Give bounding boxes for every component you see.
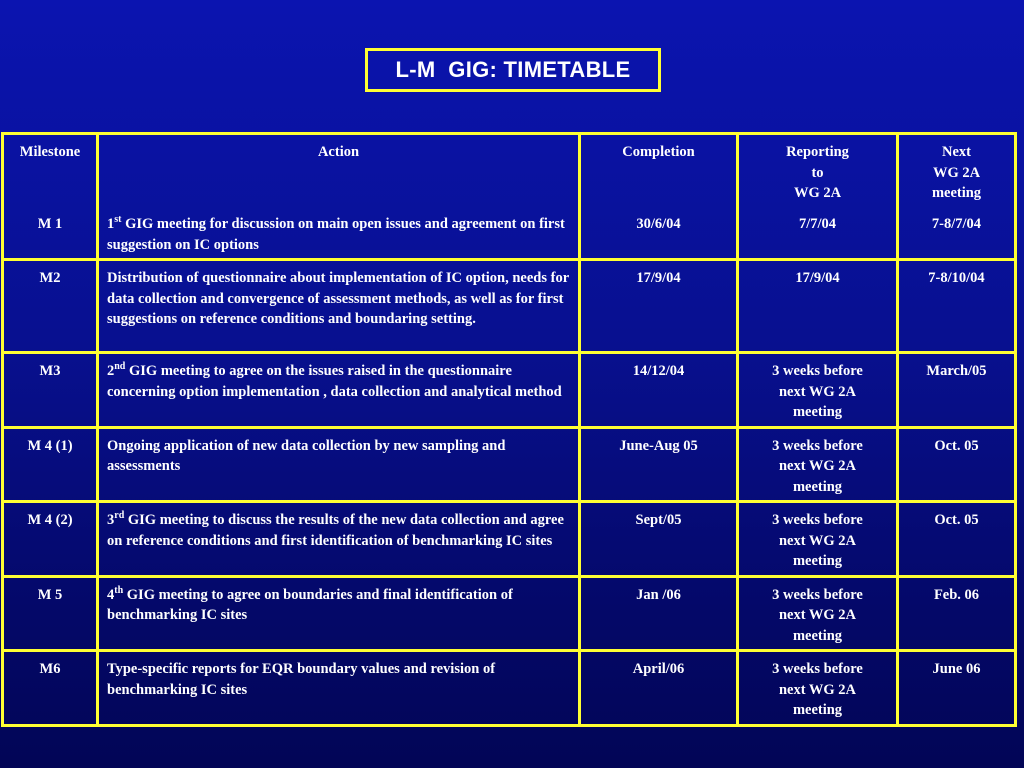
completion-cell: 14/12/04	[581, 354, 739, 429]
reporting-line: meeting	[792, 702, 843, 718]
completion-cell: June-Aug 05	[581, 429, 739, 504]
action-ordinal-suffix: th	[114, 584, 124, 596]
reporting-line: meeting	[792, 553, 843, 569]
reporting-line: 3 weeks before	[772, 586, 863, 603]
reporting-cell	[739, 429, 899, 504]
milestone-cell: M3	[4, 354, 99, 429]
reporting-line: next WG 2A	[778, 607, 857, 623]
reporting-cell	[739, 207, 899, 261]
table-row	[4, 578, 1014, 653]
header-next-line: WG 2A	[932, 164, 981, 181]
action-text: Type-specific reports for EQR boundary values and revision of benchmarking IC sites	[107, 661, 496, 698]
reporting-line: 7/7/04	[798, 216, 837, 232]
reporting-line: 3 weeks before	[772, 363, 863, 379]
action-ordinal-suffix: nd	[114, 361, 126, 373]
reporting-line: 17/9/04	[795, 270, 840, 286]
next-meeting-cell: 7-8/7/04	[899, 207, 1014, 261]
next-meeting-cell: Feb. 06	[899, 578, 1014, 653]
action-cell	[99, 578, 581, 653]
page-title: L-M GIG: TIMETABLE	[395, 57, 631, 82]
header-next-line: meeting	[931, 185, 982, 201]
header-reporting-line: WG 2A	[793, 185, 842, 201]
action-cell	[99, 429, 581, 504]
action-text: GIG meeting to discuss the results of the new data collection and agree on reference conditions and first identification of benchmarking IC sites	[107, 512, 564, 549]
title-box	[365, 48, 661, 92]
action-cell	[99, 652, 581, 724]
table-row	[4, 261, 1014, 354]
table-row	[4, 354, 1014, 429]
header-action: Action	[99, 135, 581, 207]
milestone-cell: M 4 (1)	[4, 429, 99, 504]
action-ordinal-suffix: rd	[114, 510, 125, 522]
action-text: Distribution of questionnaire about implementation of IC option, needs for data collection and convergence of assessment methods, as well as for first suggestions on reference conditions and boundaring setting.	[107, 270, 569, 327]
reporting-line: next WG 2A	[778, 681, 857, 698]
reporting-line: next WG 2A	[778, 458, 857, 474]
action-cell	[99, 354, 581, 429]
header-next-line: Next	[942, 144, 971, 160]
action-cell	[99, 261, 581, 354]
completion-cell: 17/9/04	[581, 261, 739, 354]
completion-cell: Sept/05	[581, 503, 739, 578]
reporting-line: meeting	[792, 478, 843, 495]
action-text: GIG meeting to agree on the issues raised in the questionnaire concerning option implementation , data collection and analytical method	[107, 363, 562, 400]
action-text: Ongoing application of new data collection by new sampling and assessments	[107, 437, 506, 474]
table-row	[4, 429, 1014, 504]
action-cell	[99, 503, 581, 578]
action-ordinal: 2	[107, 363, 115, 379]
header-milestone: Milestone	[4, 135, 99, 207]
completion-cell: April/06	[581, 652, 739, 724]
reporting-line: 3 weeks before	[772, 512, 863, 528]
header-row	[4, 135, 1014, 207]
action-ordinal: 1	[107, 216, 115, 232]
reporting-cell	[739, 261, 899, 354]
next-meeting-cell: March/05	[899, 354, 1014, 429]
table-row	[4, 503, 1014, 578]
reporting-cell	[739, 354, 899, 429]
action-ordinal: 4	[107, 586, 115, 603]
milestone-cell: M 1	[4, 207, 99, 261]
completion-cell: 30/6/04	[581, 207, 739, 261]
header-next-meeting	[899, 135, 1014, 207]
reporting-line: meeting	[792, 404, 843, 420]
next-meeting-cell: June 06	[932, 661, 981, 677]
reporting-cell	[739, 578, 899, 653]
action-text: GIG meeting for discussion on main open issues and agreement on first suggestion on IC options	[107, 216, 565, 253]
header-reporting-line: Reporting	[786, 144, 849, 160]
table-row	[4, 207, 1014, 261]
reporting-cell	[739, 652, 899, 724]
header-reporting	[739, 135, 899, 207]
next-meeting-cell: 7-8/10/04	[899, 261, 1014, 354]
milestone-cell: M 4 (2)	[4, 503, 99, 578]
milestone-cell: M6	[4, 652, 99, 724]
reporting-cell	[739, 503, 899, 578]
action-ordinal-suffix: st	[114, 214, 122, 226]
milestone-cell: M 5	[4, 578, 99, 653]
milestone-cell: M2	[4, 261, 99, 354]
header-completion: Completion	[581, 135, 739, 207]
next-meeting-cell: Oct. 05	[899, 503, 1014, 578]
timetable	[1, 132, 1017, 727]
reporting-line: meeting	[792, 627, 843, 644]
header-reporting-line: to	[811, 164, 824, 181]
next-meeting-cell: Oct. 05	[899, 429, 1014, 504]
action-text: GIG meeting to agree on boundaries and final identification of benchmarking IC sites	[107, 586, 513, 623]
reporting-line: next WG 2A	[778, 383, 857, 400]
action-ordinal: 3	[107, 512, 115, 528]
completion-cell: Jan /06	[581, 578, 739, 653]
action-cell	[99, 207, 581, 261]
reporting-line: 3 weeks before	[772, 437, 863, 454]
reporting-line: 3 weeks before	[772, 661, 863, 677]
reporting-line: next WG 2A	[778, 532, 857, 549]
table-row	[4, 652, 1014, 724]
